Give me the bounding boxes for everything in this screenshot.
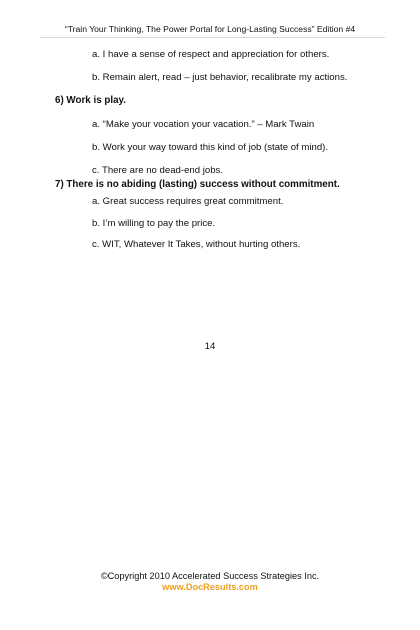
list-item: c. WIT, Whatever It Takes, without hurting others. [92,239,301,250]
page-number: 14 [204,341,216,352]
list-item: b. I’m willing to pay the price. [92,218,216,229]
section-heading: 6) Work is play. [55,95,126,106]
header-divider [40,37,385,38]
list-item: b. Remain alert, read – just behavior, recalibrate my actions. [92,72,348,83]
section-heading: 7) There is no abiding (lasting) success without commitment. [55,179,340,190]
footer-website-link[interactable]: www.DocResults.com [162,582,258,592]
list-item: a. I have a sense of respect and appreciation for others. [92,49,330,60]
list-item: a. Great success requires great commitment. [92,196,284,207]
list-item: c. There are no dead-end jobs. [92,165,224,176]
list-item: a. “Make your vocation your vacation.” – Mark Twain [92,119,315,130]
footer-copyright: ©Copyright 2010 Accelerated Success Strategies Inc. [100,571,320,581]
page-header: “Train Your Thinking, The Power Portal for Long-Lasting Success” Edition #4 [64,24,356,34]
list-item: b. Work your way toward this kind of job (state of mind). [92,142,329,153]
